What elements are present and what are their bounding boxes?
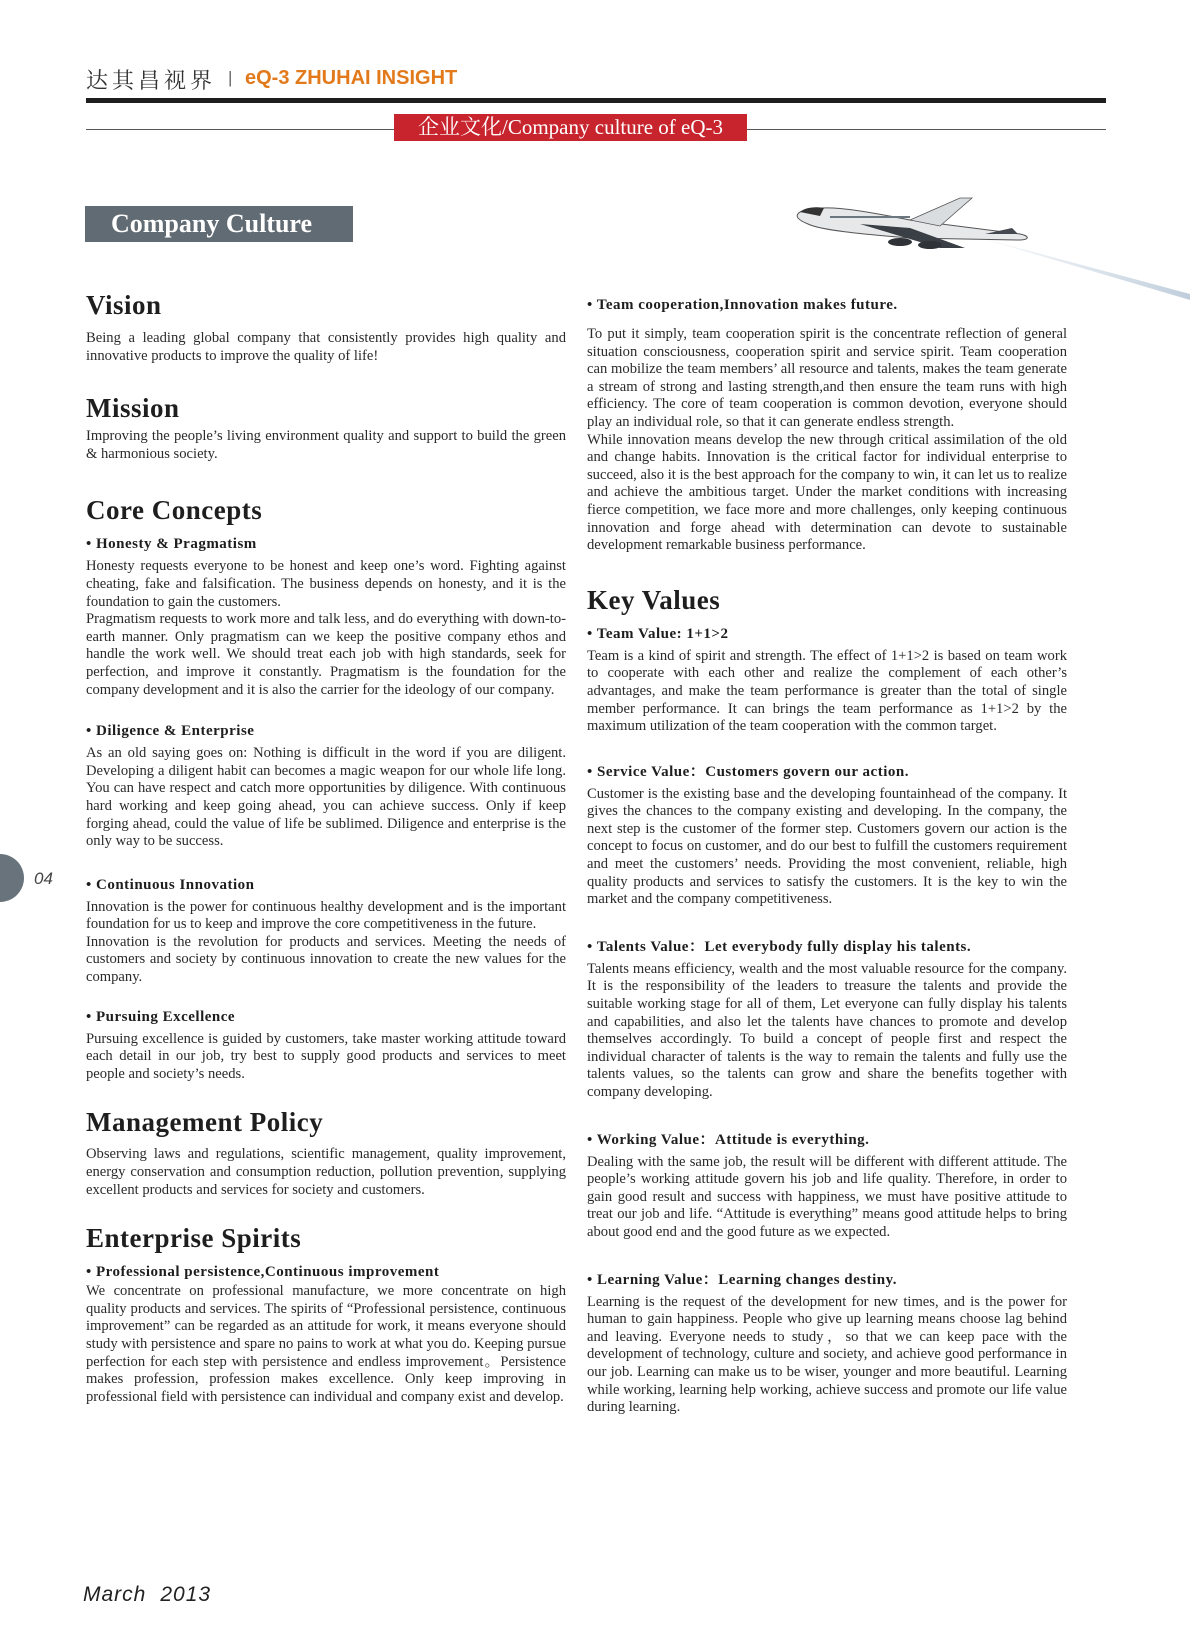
core-item-text: Honesty requests everyone to be honest and keep one’s word. Fighting against cheating, fake and falsification. The business depends on honesty, and it is the foundation to gain the customers.: [86, 558, 566, 610]
core-item-text: Innovation is the power for continuous healthy development and is the important foundation for us to keep and improve the core competitiveness in the future.: [86, 898, 566, 933]
key-value-title: • Service Value：Customers govern our action.: [587, 763, 909, 780]
left-column: [86, 290, 566, 1406]
key-value-text: Dealing with the same job, the result will be different with different attitude. The people’s working attitude govern his job and life quality. Therefore, in order to gain good result and success with happiness, we must have positive attitude to treat our job and life. “Attitude is everything” means good attitude helps to bring about good end and the good future as we expected.: [587, 1153, 1067, 1240]
management-policy-text: Observing laws and regulations, scientific management, quality improvement, energy conservation and consumption reduction, pollution prevention, supplying excellent products and services for society and customers.: [86, 1146, 566, 1198]
brand-chinese: 达其昌视界: [86, 69, 217, 94]
core-concepts-heading: Core Concepts: [86, 495, 263, 526]
page-number-tab: [0, 854, 24, 902]
key-value-title: • Team Value: 1+1>2: [587, 625, 729, 642]
key-value-text: Team is a kind of spirit and strength. The effect of 1+1>2 is based on team work to cooperate with each other and realize the complement of each other’s advantages, and make the team performance is greater than the total of single member performance. It can brings the team performance as 1+1>2 by the maximum utilization of the team cooperation with the common target.: [587, 647, 1067, 735]
key-value-text: Customer is the existing base and the developing fountainhead of the company. It gives the chances to the company existing and developing. In the company, the next step is the customer of the former step. Customers govern our action is the concept to focus on customer, and do our best to fulfill the customers requirement and meet the customers’ needs. Providing the most convenient, reliable, high quality products and services to satisfy the customers. It is the key to win the market and the company competitiveness.: [587, 785, 1067, 908]
key-values-heading: Key Values: [587, 584, 721, 615]
header-rule-thick: [86, 98, 1106, 103]
footer-year: 2013: [160, 1583, 212, 1606]
spirits-item-title: • Professional persistence,Continuous improvement: [86, 1264, 440, 1281]
team-coop-text: To put it simply, team cooperation spirit is the concentrate reflection of general situation consciousness, cooperation spirit and service spirit. Team cooperation can mobilize the team members’ all resource and talents, makes the team generate a stream of strong and lasting strength,and then ensure the team runs with high efficiency. The core of team cooperation is common devotion, everyone should play an individual role, so that it can generate endless strength.: [587, 326, 1067, 430]
core-item-title: • Diligence & Enterprise: [86, 723, 255, 740]
key-value-title: • Talents Value：Let everybody fully display his talents.: [587, 938, 972, 955]
key-value-text: Learning is the request of the development for new times, and is the power for human to gain happiness. People who give up learning means choose lag behind and leaving. Everyone needs to study，so that we can keep pace with the development of technology, culture and society, and achieve good performance in our job. Learning can make us to be wiser, younger and more beautiful. Learning while working, learning help working, achieve success and promote our life value during learning.: [587, 1293, 1067, 1416]
key-value-text: Talents means efficiency, wealth and the most valuable resource for the company. It is the responsibility of the leaders to treasure the talents and provide the suitable working stage for all of them, Let everyone can fully display his talents and capabilities, and also let the talents have chances to promote and develop themselves accordingly. To build a concept of people first and respect the individual character of talents is the way to remain the talents and fully use the talents values, so the talents can grow and share the benefits together with company developing.: [587, 960, 1067, 1100]
team-coop-title: • Team cooperation,Innovation makes future.: [587, 297, 898, 313]
core-item-title: • Honesty & Pragmatism: [86, 536, 257, 553]
core-item-text: Pursuing excellence is guided by customers, take master working attitude toward each detail in our job, try best to supply good products and services to meet people and society’s needs.: [86, 1030, 566, 1082]
brand-separator: |: [228, 68, 233, 87]
key-value-title: • Working Value：Attitude is everything.: [587, 1131, 870, 1148]
page-number: 04: [34, 869, 53, 888]
core-item-text: As an old saying goes on: Nothing is difficult in the word if you are diligent. Developing a diligent habit can becomes a magic weapon for our whole life long. You can have respect and catch more opportunities by diligence. With continuous hard working and keep going ahead, you can achieve success. Only if keep forging ahead, could the value of life be sublimed. Diligence and enterprise is the only way to be success.: [86, 745, 566, 850]
mission-text: Improving the people’s living environment quality and support to build the green & harmonious society.: [86, 428, 566, 462]
core-item-title: • Pursuing Excellence: [86, 1008, 236, 1025]
brand-english: eQ-3 ZHUHAI INSIGHT: [245, 67, 458, 89]
footer-month: March: [83, 1583, 147, 1606]
page-title: Company Culture: [85, 206, 353, 242]
management-policy-heading: Management Policy: [86, 1107, 324, 1138]
core-item-title: • Continuous Innovation: [86, 876, 255, 893]
core-item-text: Innovation is the revolution for products and services. Meeting the needs of customers and society by continuous innovation to create the new values for the company.: [86, 933, 566, 986]
footer-date: [83, 1583, 225, 1607]
enterprise-spirits-heading: Enterprise Spirits: [86, 1223, 302, 1254]
vision-text: Being a leading global company that consistently provides high quality and innovative products to improve the quality of life!: [86, 330, 566, 364]
right-column: [587, 297, 1067, 1417]
key-value-title: • Learning Value：Learning changes destiny.: [587, 1271, 898, 1288]
core-item-text: Pragmatism requests to work more and talk less, and do everything with down-to-earth manner. Only pragmatism can we keep the positive company ethos and handle the work well. We should treat each job with high standards, seek for perfection, and improve it constantly. Pragmatism is the foundation for the company development and it is also the carrier for the ideology of our company.: [86, 611, 566, 698]
spirits-text: We concentrate on professional manufacture, we more concentrate on high quality products and services. The spirits of “Professional persistence, continuous improvement” can be regarded as an attitude for work, it means everyone should study with persistence and spare no pains to work at what you do. Keeping pursue perfection for each step with persistence and endless improvement。Persistence makes profession, profession makes excellence. Only keep improving in professional field with persistence can individual and company exist and develop.: [86, 1283, 566, 1405]
mission-heading: Mission: [86, 393, 180, 424]
team-coop-text: While innovation means develop the new through critical assimilation of the old and change habits. Innovation is the critical factor for individual enterprise to succeed, also it is the best approach for the company to win, it can let us to realize and achieve the ambitious target. Under the market conditions with increasing fierce competition, we face more and more challenges, only keeping continuous innovation and forge ahead with determination can devote to sustainable development remarkable business performance.: [587, 431, 1067, 554]
airplane-icon: [790, 190, 1190, 310]
section-banner: 企业文化/Company culture of eQ-3: [394, 114, 747, 141]
vision-heading: Vision: [86, 290, 162, 320]
